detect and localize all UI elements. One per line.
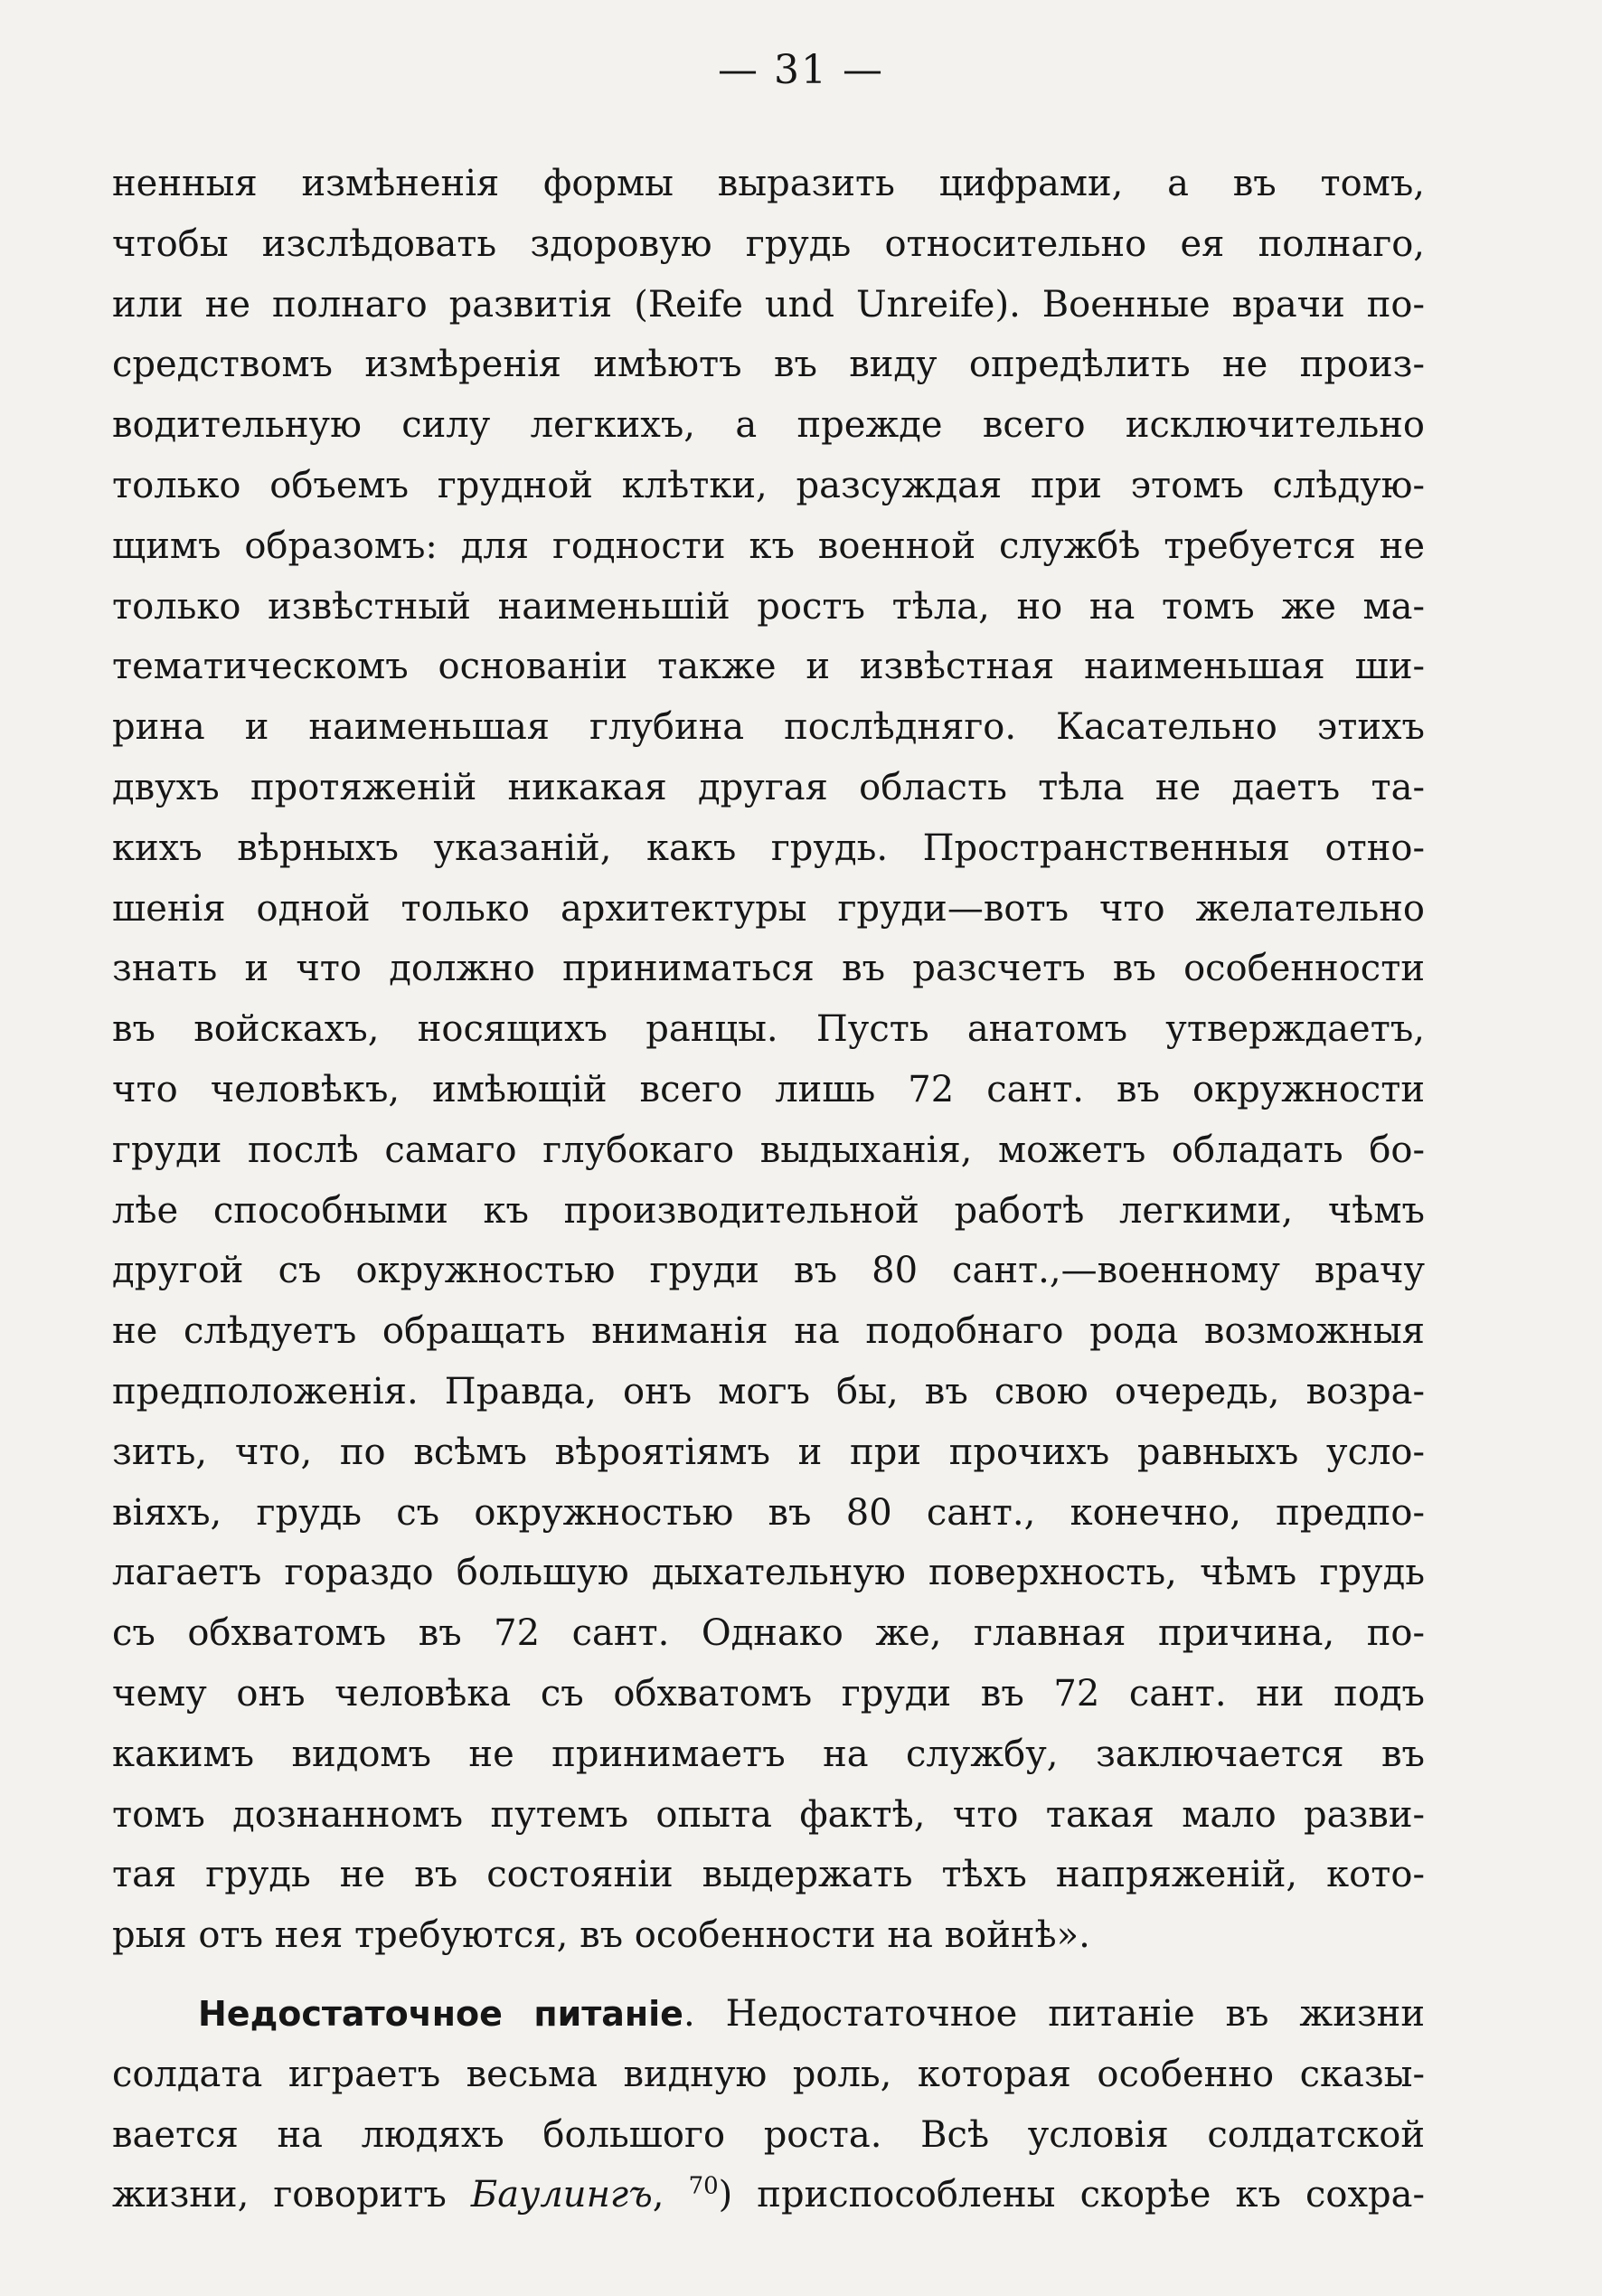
text-line: съ обхватомъ въ 72 сант. Однако же, главная причина, по-: [112, 1612, 1425, 1655]
text-line: чему онъ человѣка съ обхватомъ груди въ 72 сант. ни подъ: [112, 1672, 1425, 1715]
section-heading: Недостаточное питаніе: [198, 1993, 683, 2034]
text-line: другой съ окружностью груди въ 80 сант.,—военному врачу: [112, 1250, 1425, 1292]
text-line: лѣе способными къ производительной работѣ легкими, чѣмъ: [112, 1189, 1425, 1232]
text-line: зить, что, по всѣмъ вѣроятіямъ и при прочихъ равныхъ усло-: [112, 1431, 1425, 1473]
text-line: шенія одной только архитектуры груди—вотъ что желательно: [112, 887, 1425, 930]
paragraph-1: [112, 154, 1425, 1966]
page-number: — 31 —: [718, 47, 884, 93]
text-line: въ войскахъ, носящихъ ранцы. Пусть анатомъ утверждаетъ,: [112, 1008, 1425, 1051]
text-line: только извѣстный наименьшій ростъ тѣла, но на томъ же ма-: [112, 585, 1425, 628]
text-line: груди послѣ самаго глубокаго выдыханія, можетъ обладать бо-: [112, 1129, 1425, 1171]
text-line: не слѣдуетъ обращать вниманія на подобнаго рода возможныя: [112, 1310, 1425, 1353]
text-line: или не полнаго развитія (Reife und Unreife). Военные врачи по-: [112, 283, 1425, 326]
text-line: вается на людяхъ большого роста. Всѣ условія солдатской: [112, 2113, 1425, 2156]
paragraph-2: [112, 1984, 1425, 2225]
text-line: рыя отъ нея требуются, въ особенности на войнѣ».: [112, 1914, 1090, 1957]
text-line: [112, 1984, 1425, 2045]
text-line: предположенія. Правда, онъ могъ бы, въ свою очередь, возра-: [112, 1370, 1425, 1413]
text-line: двухъ протяженій никакая другая область тѣла не даетъ та-: [112, 766, 1425, 808]
body-text: [112, 154, 1425, 2225]
text-line: чтобы изслѣдовать здоровую грудь относительно ея полнаго,: [112, 222, 1425, 265]
text-line: только объемъ грудной клѣтки, разсуждая при этомъ слѣдую-: [112, 464, 1425, 506]
author-name: Баулингъ: [470, 2174, 653, 2216]
text-line: знать и что должно приниматься въ разсчетъ въ особенности: [112, 948, 1425, 990]
text-line: средствомъ измѣренія имѣютъ въ виду опредѣлить не произ-: [112, 344, 1425, 386]
text-line: тая грудь не въ состояніи выдержать тѣхъ напряженій, кото-: [112, 1854, 1425, 1896]
text-line: віяхъ, грудь съ окружностью въ 80 сант., конечно, предпо-: [112, 1491, 1425, 1534]
text-line: рина и наименьшая глубина послѣдняго. Касательно этихъ: [112, 706, 1425, 749]
text-run: ,: [652, 2174, 689, 2216]
text-run: жизни, говоритъ: [112, 2174, 471, 2216]
text-line: лагаетъ гораздо большую дыхательную поверхность, чѣмъ грудь: [112, 1552, 1425, 1594]
text-line: водительную силу легкихъ, а прежде всего исключительно: [112, 404, 1425, 447]
text-run: . Недостаточное питаніе въ жизни: [683, 1992, 1425, 2035]
footnote-marker: 70: [688, 2172, 719, 2200]
text-line: кихъ вѣрныхъ указаній, какъ грудь. Пространственныя отно-: [112, 827, 1425, 869]
text-run: ) приспособлены скорѣе къ сохра-: [718, 2174, 1425, 2216]
text-line: [112, 2165, 1425, 2225]
text-line: какимъ видомъ не принимаетъ на службу, заключается въ: [112, 1733, 1425, 1775]
text-line: щимъ образомъ: для годности къ военной службѣ требуется не: [112, 524, 1425, 567]
text-line: что человѣкъ, имѣющій всего лишь 72 сант. въ окружности: [112, 1068, 1425, 1110]
text-line: солдата играетъ весьма видную роль, которая особенно сказы-: [112, 2053, 1425, 2095]
text-line: томъ дознанномъ путемъ опыта фактѣ, что такая мало разви-: [112, 1793, 1425, 1836]
text-line: ненныя измѣненія формы выразить цифрами, а въ томъ,: [112, 163, 1425, 204]
text-line: тематическомъ основаніи также и извѣстная наименьшая ши-: [112, 646, 1425, 688]
paragraph-gap: [112, 1966, 1425, 1984]
